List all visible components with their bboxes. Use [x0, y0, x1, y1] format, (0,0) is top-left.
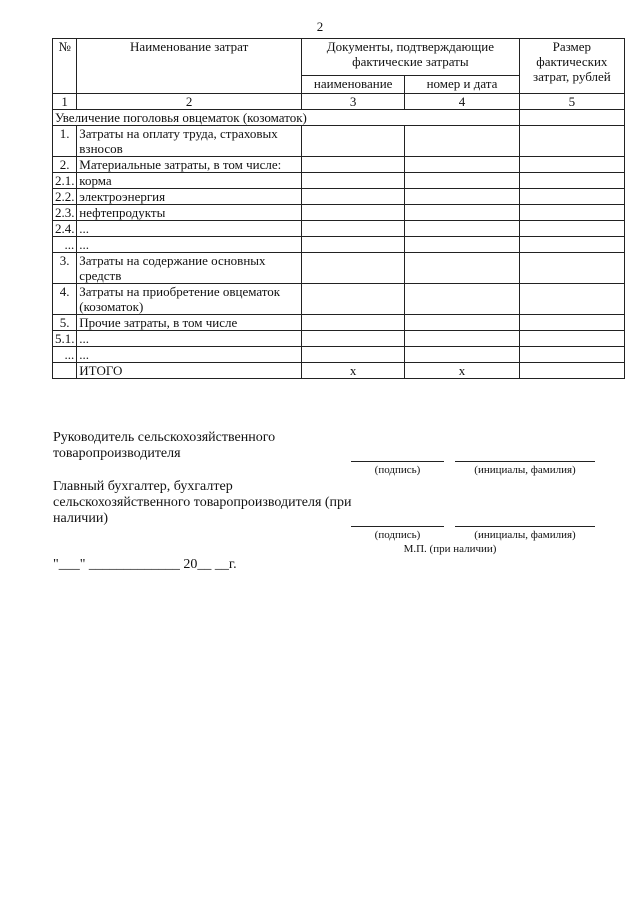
accountant-name-caption: (инициалы, фамилия) — [474, 529, 576, 541]
table-row — [53, 189, 625, 205]
table-row — [53, 315, 625, 331]
header-row — [53, 39, 625, 76]
row-doc-numdate-cell — [405, 331, 519, 347]
total-num-cell — [53, 363, 77, 379]
row-name: Материальные затраты, в том числе: — [77, 157, 302, 173]
table-row — [53, 205, 625, 221]
row-amount-cell — [519, 157, 624, 173]
row-name: Затраты на содержание основных средств — [77, 253, 302, 284]
header-docs: Документы, подтверждающие фактические затраты — [302, 39, 520, 76]
row-doc-name-cell — [302, 331, 405, 347]
row-name: нефтепродукты — [77, 205, 302, 221]
row-name: Затраты на оплату труда, страховых взносов — [77, 126, 302, 157]
head-signature-caption: (подпись) — [374, 464, 421, 476]
total-col4: х — [405, 363, 519, 379]
row-doc-name-cell — [302, 205, 405, 221]
row-doc-name-cell — [302, 315, 405, 331]
section-title: Увеличение поголовья овцематок (козоматок) — [53, 110, 520, 126]
row-name: электроэнергия — [77, 189, 302, 205]
row-num: ... — [53, 237, 77, 253]
row-doc-numdate-cell — [405, 347, 519, 363]
table-row — [53, 347, 625, 363]
accountant-signature-caption: (подпись) — [374, 529, 421, 541]
row-doc-name-cell — [302, 237, 405, 253]
row-name: ... — [77, 331, 302, 347]
col-number-2: 2 — [77, 94, 302, 110]
row-doc-numdate-cell — [405, 284, 519, 315]
header-name: Наименование затрат — [77, 39, 302, 94]
column-numbers-row — [53, 94, 625, 110]
table-row — [53, 331, 625, 347]
row-num: 5. — [53, 315, 77, 331]
row-num: 3. — [53, 253, 77, 284]
row-num: 2. — [53, 157, 77, 173]
table-row — [53, 173, 625, 189]
row-doc-numdate-cell — [405, 205, 519, 221]
row-num: 2.4. — [53, 221, 77, 237]
row-amount-cell — [519, 347, 624, 363]
accountant-signatory-label: Главный бухгалтер, бухгалтер сельскохозяйственного товаропроизводителя (при наличии) — [53, 479, 352, 526]
costs-table — [52, 38, 625, 379]
col-number-4: 4 — [405, 94, 519, 110]
row-doc-name-cell — [302, 126, 405, 157]
row-doc-numdate-cell — [405, 157, 519, 173]
row-num: 2.3. — [53, 205, 77, 221]
row-doc-numdate-cell — [405, 237, 519, 253]
row-amount-cell — [519, 189, 624, 205]
row-amount-cell — [519, 221, 624, 237]
row-doc-name-cell — [302, 221, 405, 237]
row-doc-numdate-cell — [405, 126, 519, 157]
row-doc-numdate-cell — [405, 315, 519, 331]
row-num: 4. — [53, 284, 77, 315]
row-amount-cell — [519, 205, 624, 221]
row-doc-name-cell — [302, 347, 405, 363]
row-name: ... — [77, 237, 302, 253]
row-amount-cell — [519, 237, 624, 253]
row-name: ... — [77, 221, 302, 237]
header-doc-numdate: номер и дата — [405, 76, 519, 94]
row-doc-numdate-cell — [405, 253, 519, 284]
col-number-3: 3 — [302, 94, 405, 110]
total-row — [53, 363, 625, 379]
table-row — [53, 221, 625, 237]
row-amount-cell — [519, 284, 624, 315]
row-name: корма — [77, 173, 302, 189]
total-label: ИТОГО — [77, 363, 302, 379]
row-amount-cell — [519, 331, 624, 347]
row-doc-name-cell — [302, 173, 405, 189]
row-doc-numdate-cell — [405, 173, 519, 189]
row-amount-cell — [519, 253, 624, 284]
section-amount-cell — [519, 110, 624, 126]
total-col3: х — [302, 363, 405, 379]
header-num: № — [53, 39, 77, 94]
table-row — [53, 237, 625, 253]
seal-caption: М.П. (при наличии) — [403, 543, 497, 555]
row-amount-cell — [519, 126, 624, 157]
row-doc-name-cell — [302, 253, 405, 284]
accountant-signature-line — [351, 526, 444, 527]
row-name: ... — [77, 347, 302, 363]
header-doc-name: наименование — [302, 76, 405, 94]
row-amount-cell — [519, 173, 624, 189]
row-doc-numdate-cell — [405, 189, 519, 205]
section-row — [53, 110, 625, 126]
col-number-1: 1 — [53, 94, 77, 110]
row-name: Затраты на приобретение овцематок (козоматок) — [77, 284, 302, 315]
head-name-caption: (инициалы, фамилия) — [474, 464, 576, 476]
table-row — [53, 284, 625, 315]
accountant-name-line — [455, 526, 595, 527]
row-doc-numdate-cell — [405, 221, 519, 237]
row-num: ... — [53, 347, 77, 363]
row-amount-cell — [519, 315, 624, 331]
head-signature-line — [351, 461, 444, 462]
row-name: Прочие затраты, в том числе — [77, 315, 302, 331]
row-num: 2.2. — [53, 189, 77, 205]
table-row — [53, 157, 625, 173]
header-amount: Размер фактических затрат, рублей — [519, 39, 624, 94]
row-num: 5.1. — [53, 331, 77, 347]
head-name-line — [455, 461, 595, 462]
row-doc-name-cell — [302, 157, 405, 173]
row-num: 2.1. — [53, 173, 77, 189]
row-doc-name-cell — [302, 284, 405, 315]
table-row — [53, 253, 625, 284]
date-line: "___" _____________ 20__ __г. — [53, 557, 237, 572]
col-number-5: 5 — [519, 94, 624, 110]
row-doc-name-cell — [302, 189, 405, 205]
row-num: 1. — [53, 126, 77, 157]
head-signatory-label: Руководитель сельскохозяйственного товаропроизводителя — [53, 430, 276, 461]
table-row — [53, 126, 625, 157]
total-amount-cell — [519, 363, 624, 379]
page-number: 2 — [316, 19, 324, 34]
